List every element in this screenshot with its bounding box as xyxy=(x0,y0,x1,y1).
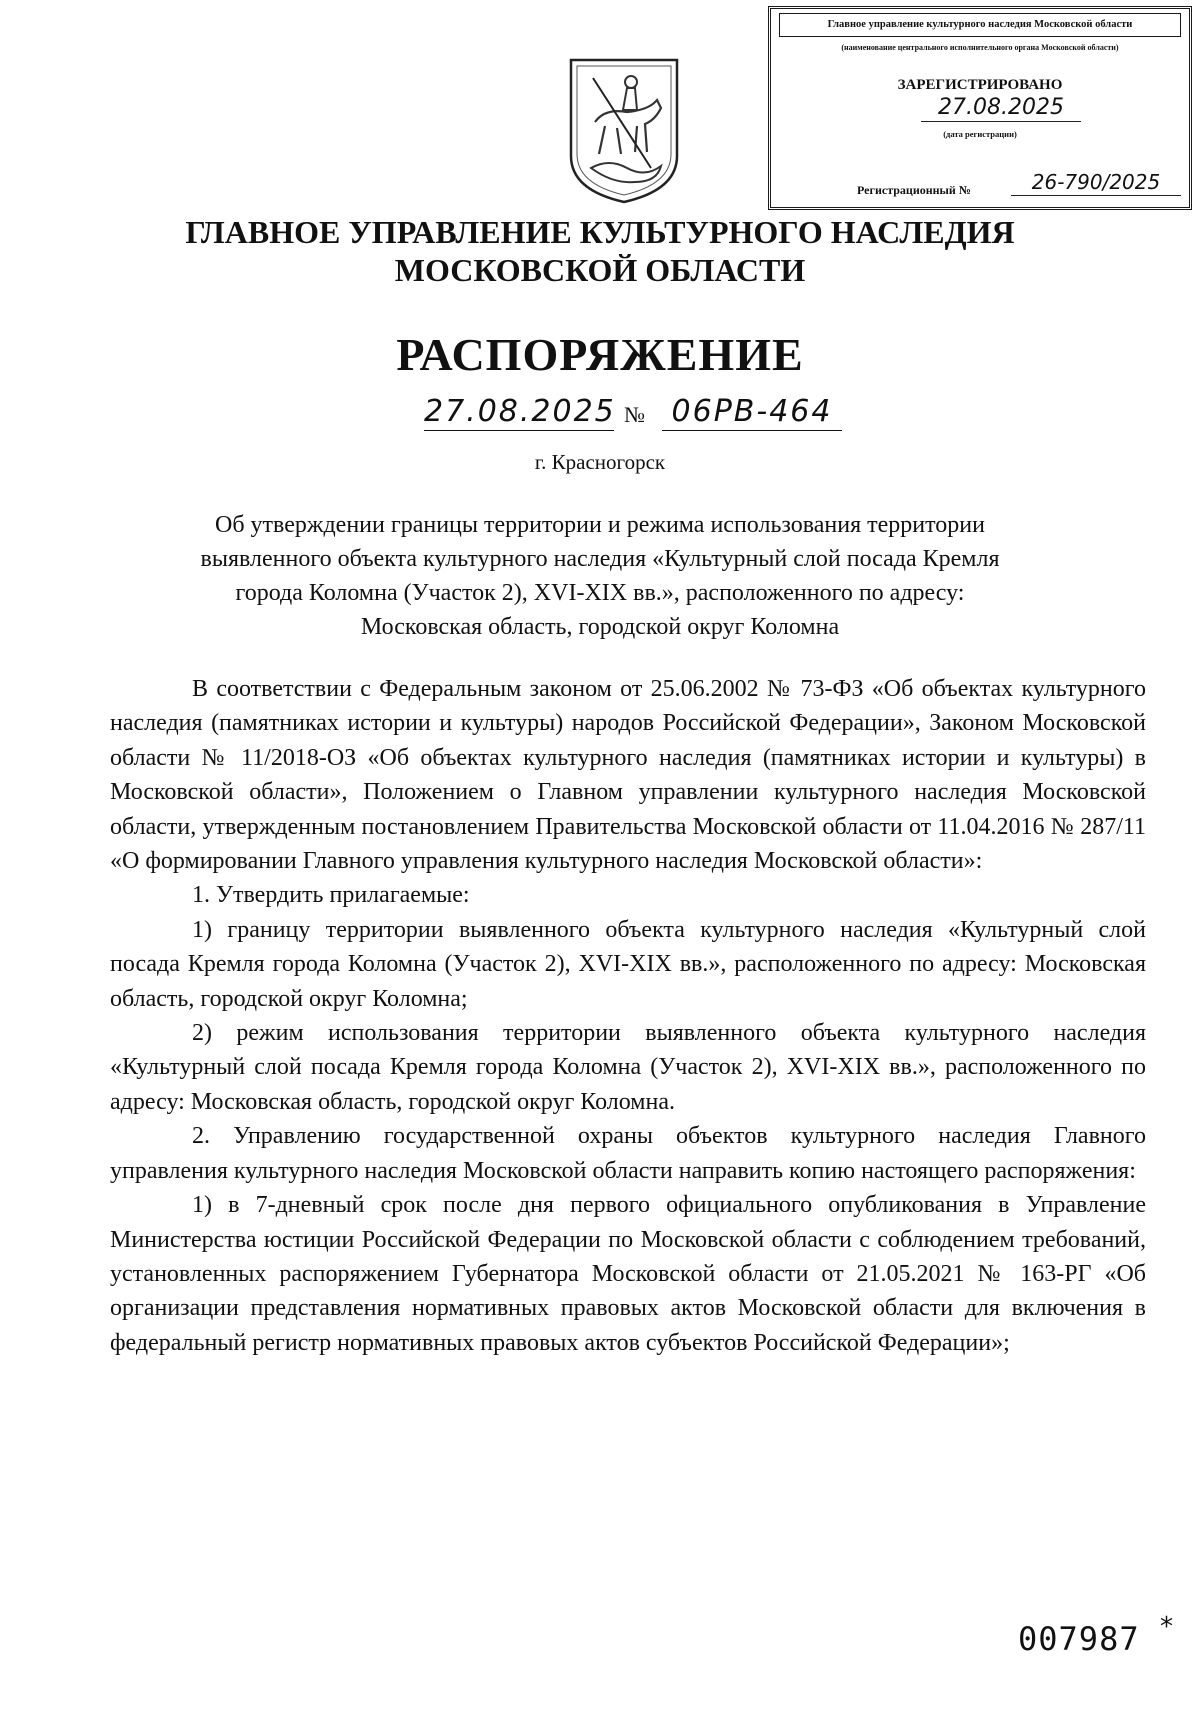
stamp-reg-number: 26-790/2025 xyxy=(1011,169,1181,196)
document-number: 06РВ-464 xyxy=(662,394,842,431)
coat-of-arms-icon xyxy=(565,56,683,204)
item-2-1: 1) в 7-дневный срок после дня первого официального опубликования в Управление Министерства юстиции Российской Федерации по Московской области с соблюдением требований, установленных распоряжением Губернатора Московской области от 21.05.2021 № 163-РГ «Об организации представления нормативных правовых актов Московской области для включения в федеральный регистр нормативных правовых актов субъектов Российской Федерации»; xyxy=(110,1192,1146,1356)
stamp-organization: Главное управление культурного наследия Московской области xyxy=(779,13,1181,37)
serial-number: 007987 xyxy=(1018,1620,1140,1658)
subject-line: города Коломна (Участок 2), XVI-XIX вв.», расположенного по адресу: xyxy=(235,580,965,606)
serial-mark: * xyxy=(1160,1612,1173,1642)
authority-name-line1: ГЛАВНОЕ УПРАВЛЕНИЕ КУЛЬТУРНОГО НАСЛЕДИЯ xyxy=(185,214,1015,250)
registration-stamp xyxy=(768,6,1192,210)
document-type-title: РАСПОРЯЖЕНИЕ xyxy=(396,329,804,380)
document-subject xyxy=(110,508,1090,644)
preamble-paragraph: В соответствии с Федеральным законом от 25.06.2002 № 73-ФЗ «Об объектах культурного наследия (памятниках истории и культуры) народов Российской Федерации», Законом Московской области № 11/2018-ОЗ «Об объектах культурного наследия (памятниках истории и культуры) в Московской области», Положением о Главном управлении культурного наследия Московской области, утвержденным постановлением Правительства Московской области от 11.04.2016 № 287/11 «О формировании Главного управления культурного наследия Московской области»: xyxy=(110,676,1146,875)
stamp-date-caption: (дата регистрации) xyxy=(943,129,1017,139)
item-1-2: 2) режим использования территории выявленного объекта культурного наследия «Культурный слой посада Кремля города Коломна (Участок 2), XVI-XIX вв.», расположенного по адресу: Московская область, городской округ Коломна. xyxy=(110,1020,1146,1115)
number-sign: № xyxy=(624,402,645,427)
date-number-line xyxy=(0,390,1200,436)
city-label: г. Красногорск xyxy=(534,450,666,474)
stamp-registered-label: ЗАРЕГИСТРИРОВАНО xyxy=(897,77,1063,93)
document-body xyxy=(110,672,1146,1360)
item-2: 2. Управлению государственной охраны объектов культурного наследия Главного управления культурного наследия Московской области направить копию настоящего распоряжения: xyxy=(110,1123,1146,1184)
stamp-organization-caption: (наименование центрального исполнительного органа Московской области) xyxy=(841,43,1119,52)
document-date: 27.08.2025 xyxy=(424,394,616,429)
stamp-registration-date: 27.08.2025 xyxy=(921,95,1081,122)
item-1: 1. Утвердить прилагаемые: xyxy=(192,882,470,909)
item-1-1: 1) границу территории выявленного объекта культурного наследия «Культурный слой посада Кремля города Коломна (Участок 2), XVI-XIX вв.», расположенного по адресу: Московская область, городской округ Коломна; xyxy=(110,916,1146,1012)
subject-line: Московская область, городской округ Коломна xyxy=(360,614,840,640)
subject-line: Об утверждении границы территории и режима использования территории xyxy=(215,512,985,538)
authority-name-line2: МОСКОВСКОЙ ОБЛАСТИ xyxy=(394,252,806,288)
stamp-reg-number-label: Регистрационный № xyxy=(857,183,971,197)
subject-line: выявленного объекта культурного наследия «Культурный слой посада Кремля xyxy=(200,546,1000,572)
